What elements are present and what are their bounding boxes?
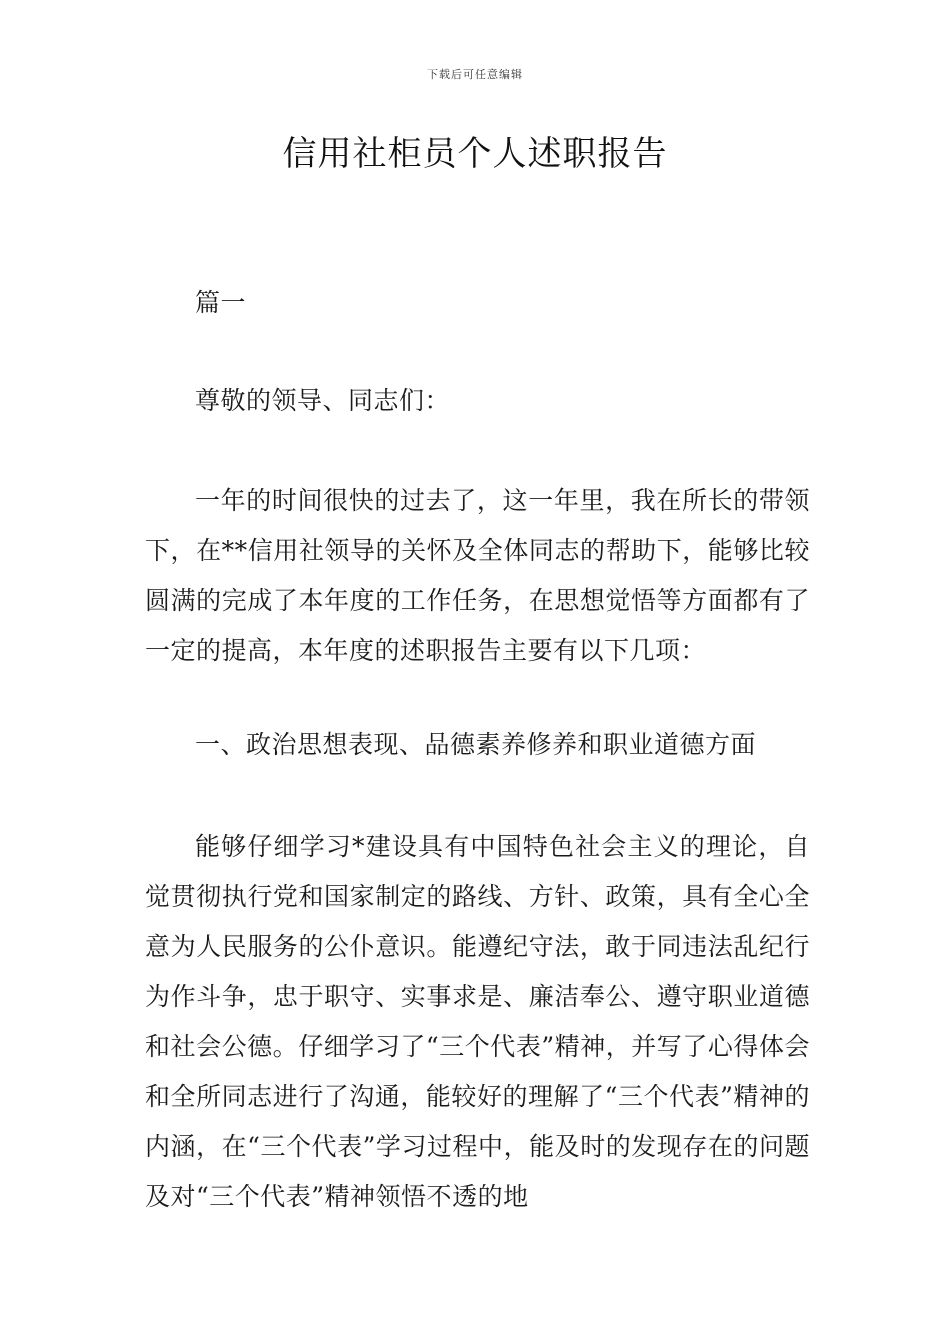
section-label: 篇一 [195,288,247,317]
document-title: 信用社柜员个人述职报告 [282,134,668,174]
salutation: 尊敬的领导、同志们： [195,386,451,415]
paragraph-intro: 一年的时间很快的过去了，这一年里，我在所长的带领下，在**信用社领导的关怀及全体同志的帮助下，能够比较圆满的完成了本年度的工作任务，在思想觉悟等方面都有了一定的提高，本年度的述职报告主要有以下几项： [145,486,810,665]
header-note: 下载后可任意编辑 [427,68,523,81]
section-heading-1: 一、政治思想表现、品德素养修养和职业道德方面 [195,730,757,759]
paragraph-body-1: 能够仔细学习*建设具有中国特色社会主义的理论，自觉贯彻执行党和国家制定的路线、方针、政策，具有全心全意为人民服务的公仆意识。能遵纪守法，敢于同违法乱纪行为作斗争，忠于职守、实事求是、廉洁奉公、遵守职业道德和社会公德。仔细学习了“三个代表”精神，并写了心得体会和全所同志进行了沟通，能较好的理解了“三个代表”精神的内涵，在“三个代表”学习过程中，能及时的发现存在的问题及对“三个代表”精神领悟不透的地 [145,832,810,1211]
